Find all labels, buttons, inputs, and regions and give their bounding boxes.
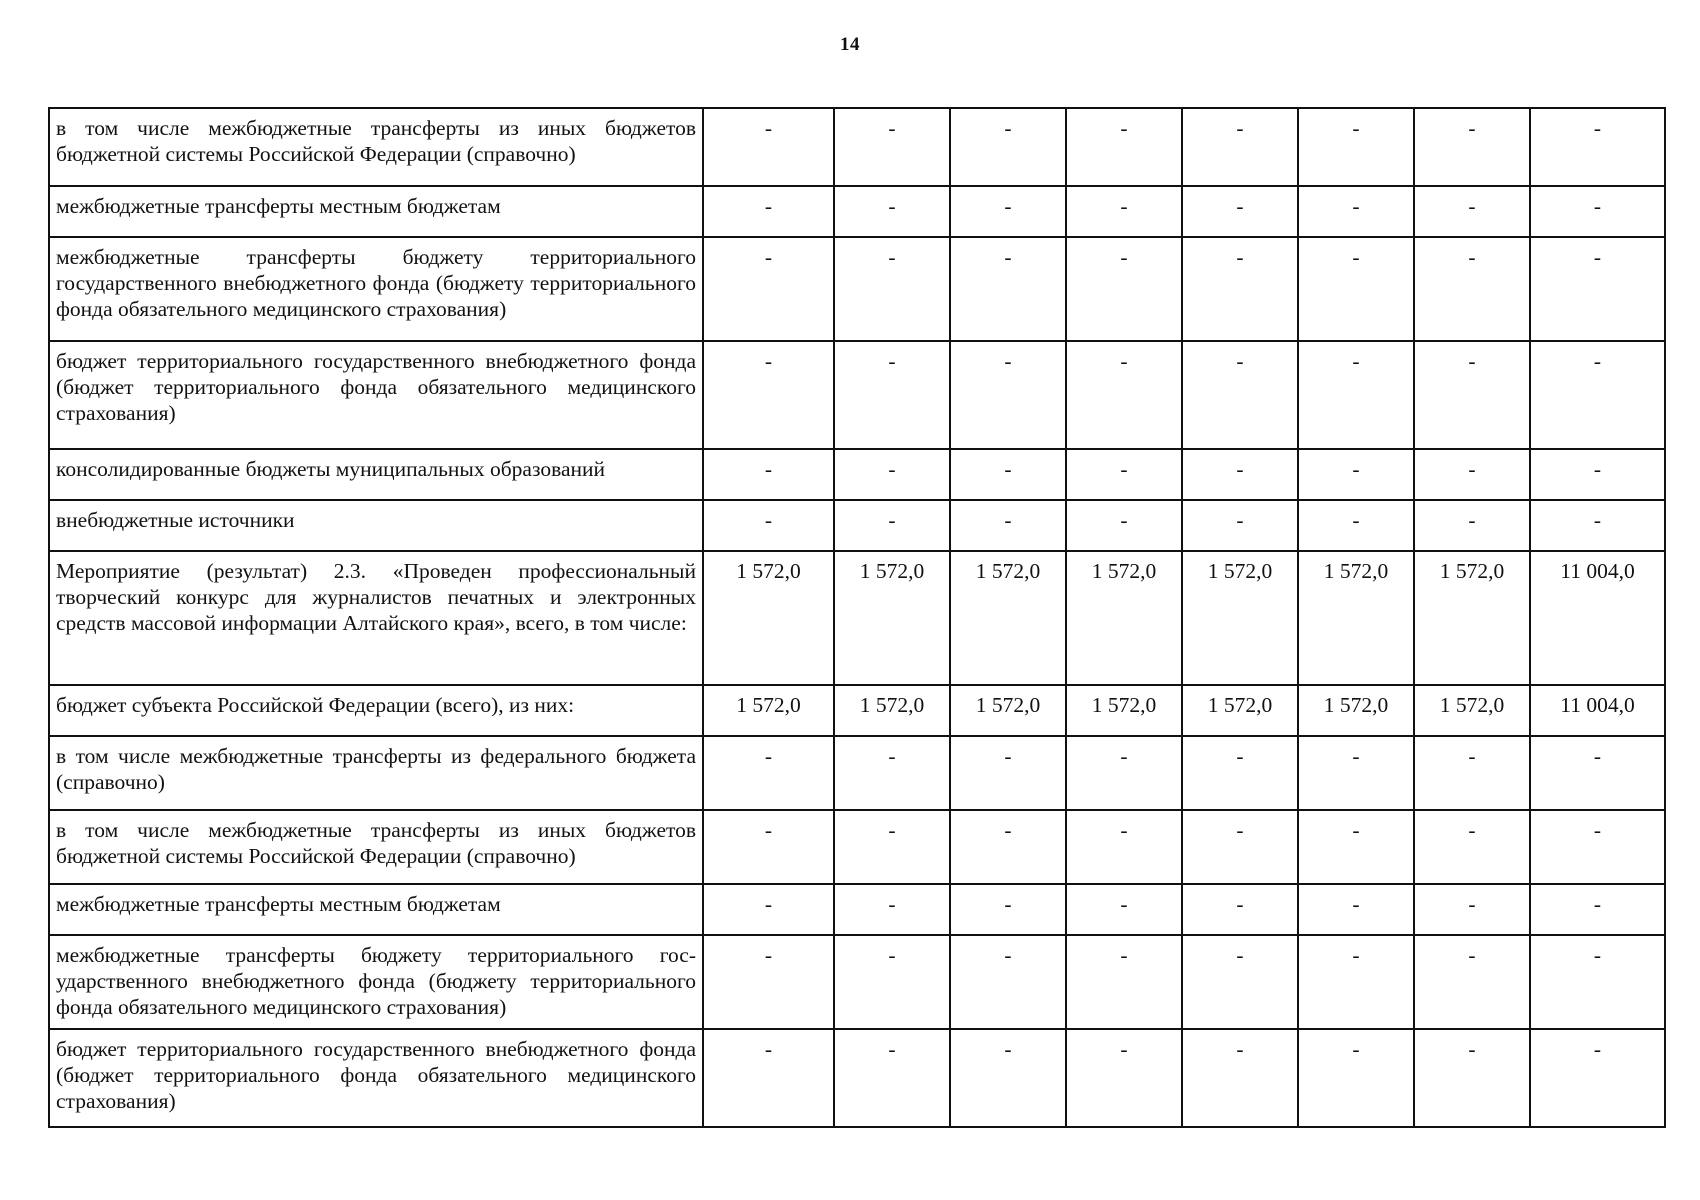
value-cell: - bbox=[1414, 736, 1530, 810]
value-cell: - bbox=[834, 1029, 950, 1127]
table-row bbox=[49, 186, 1665, 237]
value-cell: - bbox=[1182, 108, 1298, 186]
value-cell: - bbox=[1182, 449, 1298, 500]
value-cell: 1 572,0 bbox=[1414, 551, 1530, 685]
value-cell: 1 572,0 bbox=[703, 685, 834, 736]
row-label: бюджет территориального государственного внебюджетного фонда (бюджет территориального фонда обязательного медицинского страхования) bbox=[49, 341, 703, 449]
value-cell: - bbox=[1298, 500, 1414, 551]
total-cell: 11 004,0 bbox=[1530, 551, 1665, 685]
value-cell: - bbox=[1066, 237, 1182, 341]
value-cell: - bbox=[1298, 884, 1414, 935]
value-cell: - bbox=[1298, 186, 1414, 237]
total-cell: - bbox=[1530, 1029, 1665, 1127]
value-cell: - bbox=[703, 884, 834, 935]
value-cell: - bbox=[1182, 884, 1298, 935]
table-row bbox=[49, 551, 1665, 685]
value-cell: - bbox=[1066, 810, 1182, 884]
table-row bbox=[49, 736, 1665, 810]
row-label: внебюджетные источники bbox=[49, 500, 703, 551]
row-label: межбюджетные трансферты местным бюджетам bbox=[49, 884, 703, 935]
value-cell: - bbox=[950, 237, 1066, 341]
value-cell: - bbox=[1066, 884, 1182, 935]
total-cell: - bbox=[1530, 186, 1665, 237]
row-label: межбюджетные трансферты местным бюджетам bbox=[49, 186, 703, 237]
table-row bbox=[49, 237, 1665, 341]
value-cell: 1 572,0 bbox=[1298, 551, 1414, 685]
total-cell: - bbox=[1530, 884, 1665, 935]
value-cell: - bbox=[950, 186, 1066, 237]
value-cell: - bbox=[703, 500, 834, 551]
value-cell: - bbox=[1182, 500, 1298, 551]
value-cell: 1 572,0 bbox=[703, 551, 834, 685]
row-label: консолидированные бюджеты муниципальных образований bbox=[49, 449, 703, 500]
value-cell: - bbox=[834, 108, 950, 186]
value-cell: - bbox=[1182, 1029, 1298, 1127]
page-number: 14 bbox=[840, 34, 860, 55]
total-cell: - bbox=[1530, 736, 1665, 810]
value-cell: - bbox=[1298, 1029, 1414, 1127]
total-cell: - bbox=[1530, 810, 1665, 884]
total-cell: - bbox=[1530, 108, 1665, 186]
row-label: в том числе межбюджетные трансферты из федерального бюджета (справочно) bbox=[49, 736, 703, 810]
value-cell: 1 572,0 bbox=[834, 685, 950, 736]
table-row bbox=[49, 108, 1665, 186]
value-cell: - bbox=[1414, 341, 1530, 449]
value-cell: 1 572,0 bbox=[834, 551, 950, 685]
value-cell: 1 572,0 bbox=[950, 685, 1066, 736]
value-cell: 1 572,0 bbox=[1066, 685, 1182, 736]
value-cell: - bbox=[703, 449, 834, 500]
value-cell: - bbox=[1066, 186, 1182, 237]
table-row bbox=[49, 1029, 1665, 1127]
table-row bbox=[49, 935, 1665, 1029]
value-cell: 1 572,0 bbox=[1298, 685, 1414, 736]
value-cell: - bbox=[1298, 935, 1414, 1029]
value-cell: - bbox=[950, 341, 1066, 449]
value-cell: - bbox=[703, 1029, 834, 1127]
value-cell: - bbox=[950, 935, 1066, 1029]
value-cell: - bbox=[834, 736, 950, 810]
value-cell: - bbox=[1298, 449, 1414, 500]
total-cell: - bbox=[1530, 500, 1665, 551]
value-cell: - bbox=[1298, 237, 1414, 341]
value-cell: - bbox=[703, 186, 834, 237]
table-row bbox=[49, 449, 1665, 500]
value-cell: - bbox=[1414, 449, 1530, 500]
row-label: в том числе межбюджетные трансферты из иных бюджетов бюджетной системы Российской Федерации (справочно) bbox=[49, 810, 703, 884]
table-row bbox=[49, 341, 1665, 449]
row-label: межбюджетные трансферты бюджету территориального государственного внебюджетного фонда (бюджету территориального фонда обязательного медицинского страхования) bbox=[49, 237, 703, 341]
table-row bbox=[49, 810, 1665, 884]
value-cell: - bbox=[1414, 108, 1530, 186]
value-cell: 1 572,0 bbox=[1182, 551, 1298, 685]
total-cell: - bbox=[1530, 237, 1665, 341]
value-cell: - bbox=[703, 108, 834, 186]
value-cell: - bbox=[1414, 884, 1530, 935]
row-label: бюджет субъекта Российской Федерации (всего), из них: bbox=[49, 685, 703, 736]
value-cell: - bbox=[950, 736, 1066, 810]
value-cell: - bbox=[1066, 1029, 1182, 1127]
value-cell: - bbox=[1182, 341, 1298, 449]
value-cell: - bbox=[1182, 935, 1298, 1029]
value-cell: - bbox=[1066, 449, 1182, 500]
value-cell: - bbox=[1066, 108, 1182, 186]
table-row bbox=[49, 500, 1665, 551]
row-label: Мероприятие (результат) 2.3. «Проведен профессиональный творческий конкурс для журналистов печатных и электронных средств массовой информации Алтайского края», всего, в том числе: bbox=[49, 551, 703, 685]
value-cell: - bbox=[834, 810, 950, 884]
value-cell: - bbox=[703, 810, 834, 884]
value-cell: 1 572,0 bbox=[1066, 551, 1182, 685]
table-row bbox=[49, 884, 1665, 935]
value-cell: - bbox=[834, 449, 950, 500]
value-cell: - bbox=[1414, 186, 1530, 237]
value-cell: - bbox=[834, 341, 950, 449]
total-cell: 11 004,0 bbox=[1530, 685, 1665, 736]
value-cell: - bbox=[1414, 237, 1530, 341]
value-cell: - bbox=[834, 237, 950, 341]
value-cell: - bbox=[1298, 810, 1414, 884]
value-cell: - bbox=[1298, 108, 1414, 186]
value-cell: - bbox=[950, 810, 1066, 884]
value-cell: - bbox=[1182, 186, 1298, 237]
total-cell: - bbox=[1530, 341, 1665, 449]
value-cell: - bbox=[1182, 736, 1298, 810]
value-cell: - bbox=[950, 449, 1066, 500]
value-cell: - bbox=[950, 884, 1066, 935]
value-cell: - bbox=[1066, 935, 1182, 1029]
row-label: межбюджетные трансферты бюджету территориального государственного внебюджетного фонда (бюджету территориального фонда обязательного медицинского страхования) bbox=[49, 935, 703, 1029]
value-cell: - bbox=[1298, 341, 1414, 449]
value-cell: - bbox=[834, 186, 950, 237]
value-cell: - bbox=[834, 935, 950, 1029]
row-label: бюджет территориального государственного внебюджетного фонда (бюджет территориального фонда обязательного медицинского страхования) bbox=[49, 1029, 703, 1127]
value-cell: 1 572,0 bbox=[1182, 685, 1298, 736]
value-cell: 1 572,0 bbox=[1414, 685, 1530, 736]
value-cell: - bbox=[950, 1029, 1066, 1127]
value-cell: - bbox=[1182, 810, 1298, 884]
value-cell: - bbox=[950, 500, 1066, 551]
value-cell: - bbox=[703, 237, 834, 341]
total-cell: - bbox=[1530, 449, 1665, 500]
value-cell: - bbox=[1414, 935, 1530, 1029]
value-cell: - bbox=[703, 935, 834, 1029]
value-cell: - bbox=[1066, 736, 1182, 810]
total-cell: - bbox=[1530, 935, 1665, 1029]
value-cell: - bbox=[1066, 341, 1182, 449]
value-cell: 1 572,0 bbox=[950, 551, 1066, 685]
value-cell: - bbox=[1414, 500, 1530, 551]
value-cell: - bbox=[1066, 500, 1182, 551]
value-cell: - bbox=[1298, 736, 1414, 810]
value-cell: - bbox=[703, 341, 834, 449]
value-cell: - bbox=[1414, 1029, 1530, 1127]
table-row bbox=[49, 685, 1665, 736]
value-cell: - bbox=[834, 884, 950, 935]
budget-table bbox=[48, 107, 1666, 1128]
value-cell: - bbox=[703, 736, 834, 810]
value-cell: - bbox=[1182, 237, 1298, 341]
value-cell: - bbox=[1414, 810, 1530, 884]
value-cell: - bbox=[950, 108, 1066, 186]
value-cell: - bbox=[834, 500, 950, 551]
row-label: в том числе межбюджетные трансферты из иных бюджетов бюджетной системы Российской Федерации (справочно) bbox=[49, 108, 703, 186]
